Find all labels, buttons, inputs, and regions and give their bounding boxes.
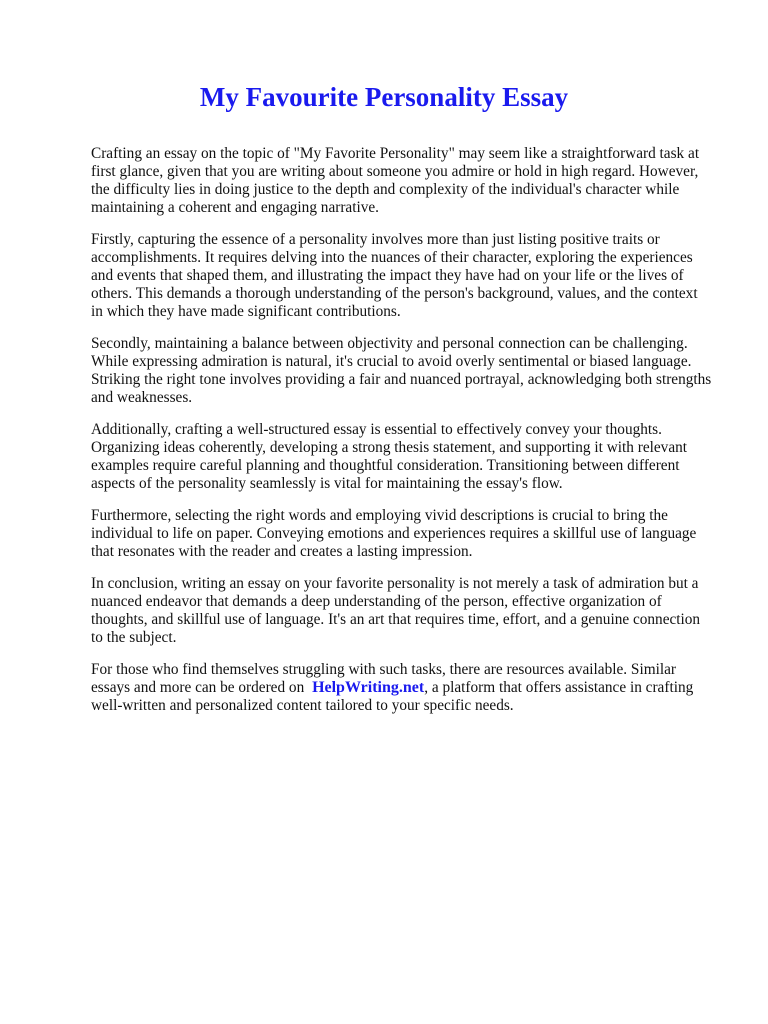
closing-text-after-link: , a platform that offers assistance in crafting well-written and personalized content tailored to your specific needs. (91, 679, 694, 714)
document-body (91, 145, 712, 729)
paragraph-closing (91, 661, 712, 715)
document-title: My Favourite Personality Essay (199, 82, 569, 112)
paragraph-firstly: Firstly, capturing the essence of a personality involves more than just listing positive traits or accomplishments. It requires delving into the nuances of their character, exploring the experiences and events that shaped them, and illustrating the impact they have had on your life or the lives of others. This demands a thorough understanding of the person's background, values, and the context in which they have made significant contributions. (91, 231, 698, 320)
paragraph-additionally: Additionally, crafting a well-structured essay is essential to effectively convey your thoughts. Organizing ideas coherently, developing a strong thesis statement, and supporting it with relevant examples require careful planning and thoughtful consideration. Transitioning between different aspects of the personality seamlessly is vital for maintaining the essay's flow. (91, 421, 688, 492)
paragraph-conclusion: In conclusion, writing an essay on your favorite personality is not merely a task of admiration but a nuanced endeavor that demands a deep understanding of the person, effective organization of thoughts, and skillful use of language. It's an art that requires time, effort, and a genuine connection to the subject. (91, 575, 701, 646)
paragraph-intro: Crafting an essay on the topic of "My Favorite Personality" may seem like a straightforward task at first glance, given that you are writing about someone you admire or hold in high regard. However, the difficulty lies in doing justice to the depth and complexity of the individual's character while maintaining a coherent and engaging narrative. (91, 145, 700, 216)
paragraph-secondly: Secondly, maintaining a balance between objectivity and personal connection can be challenging. While expressing admiration is natural, it's crucial to avoid overly sentimental or biased language. Striking the right tone involves providing a fair and nuanced portrayal, acknowledging both strengths and weaknesses. (91, 335, 712, 406)
helpwriting-link[interactable]: HelpWriting.net (312, 679, 425, 696)
paragraph-furthermore: Furthermore, selecting the right words and employing vivid descriptions is crucial to bring the individual to life on paper. Conveying emotions and experiences requires a skillful use of language that resonates with the reader and creates a lasting impression. (91, 507, 697, 560)
closing-text-before-link: For those who find themselves struggling with such tasks, there are resources available. Similar essays and more can be ordered on (91, 661, 676, 696)
